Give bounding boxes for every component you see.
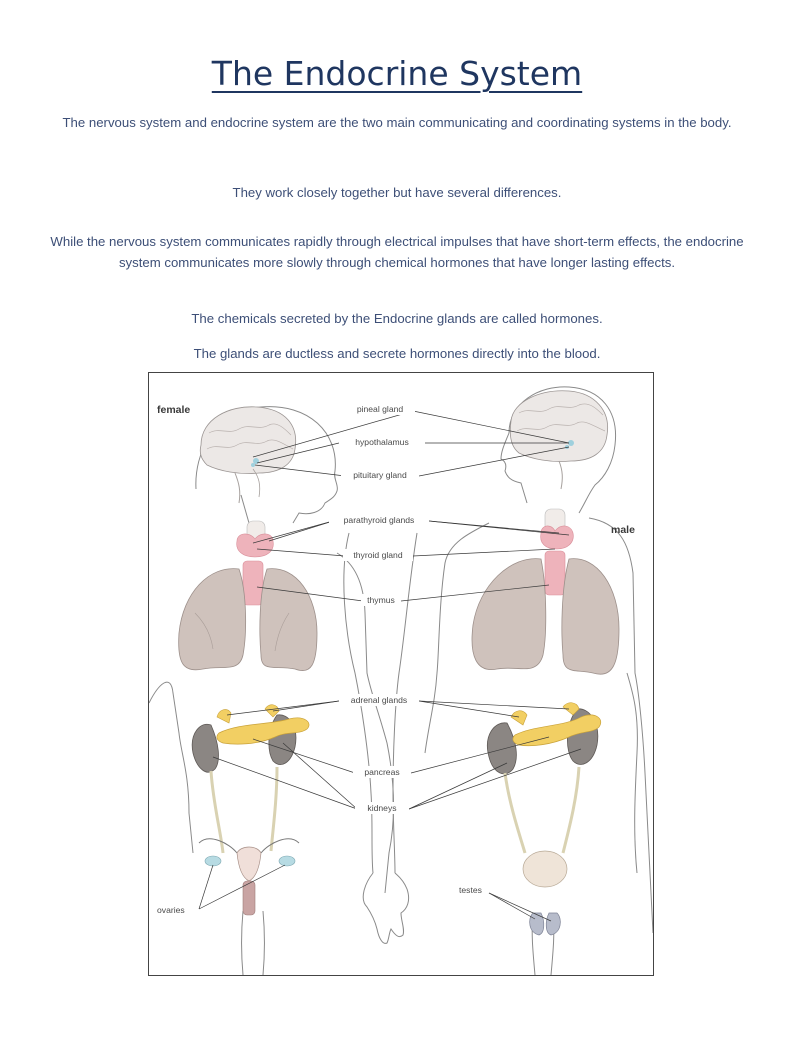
differences-paragraph: They work closely together but have several differences. — [232, 185, 562, 200]
label-adrenal-glands: adrenal glands — [350, 695, 408, 705]
intro-paragraph: The nervous system and endocrine system are the two main communicating and coordinating systems in the body. — [62, 115, 732, 130]
label-testes: testes — [459, 885, 482, 895]
label-ovaries: ovaries — [157, 905, 185, 915]
label-pineal-gland: pineal gland — [356, 404, 404, 414]
comparison-paragraph: While the nervous system communicates rapidly through electrical impulses that have short-term effects, the endocrine system communicates more slowly through chemical hormones that have longer lasting effects. — [50, 234, 744, 270]
female-label: female — [157, 404, 191, 416]
page-title-text: The Endocrine System — [211, 54, 583, 93]
diagram-canvas — [149, 373, 653, 975]
label-thymus: thymus — [367, 595, 395, 605]
label-parathyroid-glands: parathyroid glands — [343, 515, 415, 525]
label-hypothalamus: hypothalamus — [355, 437, 409, 447]
male-chest-organs — [472, 509, 619, 674]
female-abdomen-organs — [192, 705, 309, 853]
female-chest-organs — [179, 521, 317, 671]
label-pancreas: pancreas — [364, 767, 400, 777]
page-title — [0, 52, 794, 96]
endocrine-diagram — [148, 372, 654, 976]
label-thyroid-gland: thyroid gland — [353, 550, 403, 560]
label-kidneys: kidneys — [367, 803, 397, 813]
hormones-paragraph: The chemicals secreted by the Endocrine glands are called hormones. — [191, 311, 603, 326]
female-reproductive-organs — [199, 839, 299, 915]
female-brain — [200, 407, 295, 503]
female-body-outline — [149, 407, 393, 975]
label-pituitary-gland: pituitary gland — [353, 470, 407, 480]
ductless-paragraph: The glands are ductless and secrete hormones directly into the blood. — [193, 346, 601, 361]
male-label: male — [611, 524, 635, 536]
male-brain — [510, 391, 607, 489]
label-backgrounds — [329, 403, 429, 814]
